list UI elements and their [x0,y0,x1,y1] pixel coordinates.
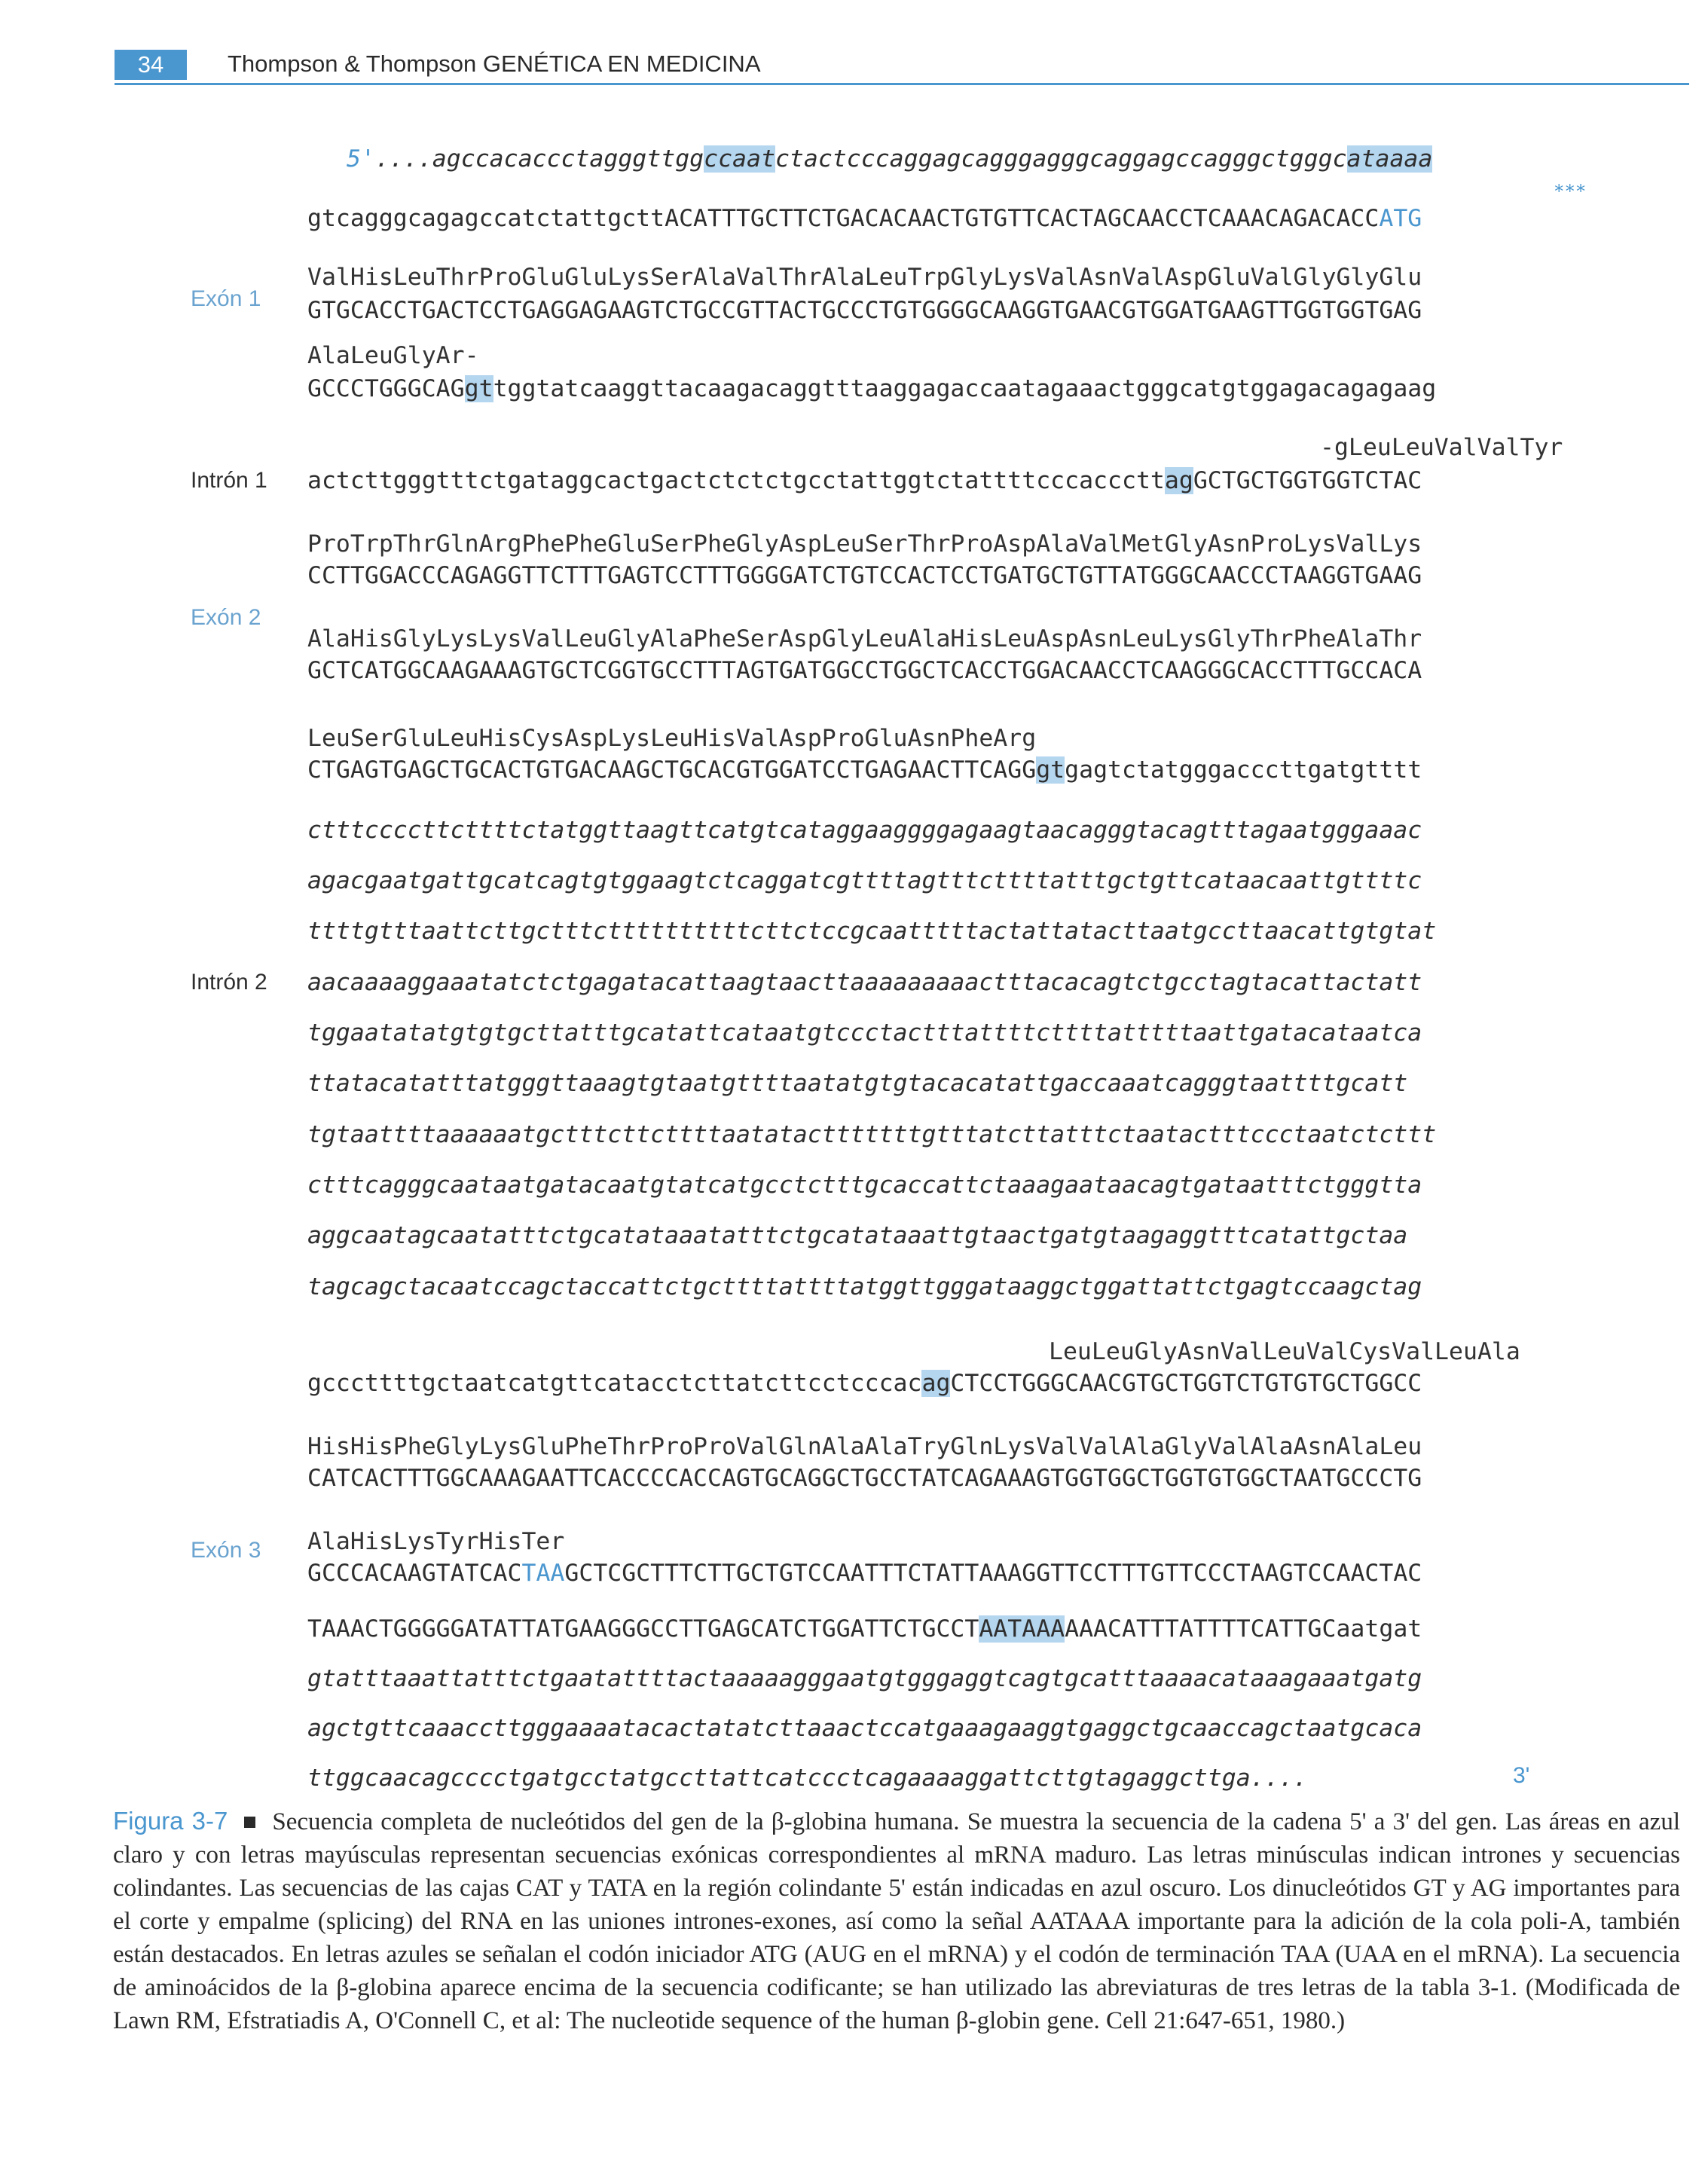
intron-2-line: agacgaatgattgcatcagtgtggaagtctcaggatcgttttagtttcttttatttgctgttcataacaattgttttc [307,867,1422,894]
sequence-line: GTGCACCTGACTCCTGAGGAGAAGTCTGCCGTTACTGCCCTGTGGGGCAAGGTGAACGTGGATGAAGTTGGTGGTGAG [307,297,1422,324]
splice-acceptor-ag: ag [1164,467,1193,494]
sequence-line: agctgttcaaaccttgggaaaatacactatatcttaaactccatgaaagaaggtgaggctgcaaccagctaatgcaca [307,1715,1422,1742]
sequence-line: TAAACTGGGGGATATTATGAAGGGCCTTGAGCATCTGGATTCTGCCTAATAAAAAACATTTATTTTCATTGCaatgat [307,1615,1422,1643]
sequence-line: CCTTGGACCCAGAGGTTCTTTGAGTCCTTTGGGGATCTGTCCACTCCTGATGCTGTTATGGGCAACCCTAAGGTGAAG [307,562,1422,589]
page-number: 34 [115,50,187,80]
exon-3-label: Exón 3 [191,1538,261,1563]
amino-acid-line: -gLeuLeuValValTyr [1320,434,1563,461]
sequence-line: gtatttaaattatttctgaatattttactaaaaagggaatgtgggaggtcagtgcatttaaaacataaagaaatgatg [307,1665,1422,1692]
figure-caption [113,1805,1680,2037]
sequence-line: actcttgggtttctgataggcactgactctctctgcctattggtctattttcccacccttagGCTGCTGGTGGTCTAC [307,467,1422,494]
splice-donor-gt: gt [464,375,493,402]
sequence-line: GCCCACAAGTATCACTAAGCTCGCTTTCTTGCTGTCCAATTTCTATTAAAGGTTCCTTTGTTCCCTAAGTCCAACTAC [307,1560,1422,1587]
start-codon-marks: *** [1554,181,1587,202]
exon-2-label: Exón 2 [191,605,261,630]
running-title: Thompson & Thompson GENÉTICA EN MEDICINA [228,50,761,77]
amino-acid-line: LeuLeuGlyAsnValLeuValCysValLeuAla [1049,1338,1520,1365]
intron-2-label: Intrón 2 [191,970,267,995]
sequence-line: ttggcaacagcccctgatgcctatgccttattcatccctcagaaaaggattcttgtagaggcttga.... [307,1765,1308,1792]
stop-codon: TAA [521,1560,565,1587]
intron-2-line: ttatacatatttatgggttaaagtgtaatgttttaatatgtgtacacatattgaccaaatcagggtaattttgcatt [307,1070,1408,1097]
splice-acceptor-ag: ag [921,1370,951,1397]
amino-acid-line: ProTrpThrGlnArgPhePheGluSerPheGlyAspLeuSerThrProAspAlaValMetGlyAsnProLysValLys [307,530,1422,558]
amino-acid-line: HisHisPheGlyLysGluPheThrProProValGlnAlaAlaTryGlnLysValValAlaGlyValAlaAsnAlaLeu [307,1433,1422,1460]
intron-2-line: aggcaatagcaatatttctgcatataaatatttctgcatataaattgtaactgatgtaagaggtttcatattgctaa [307,1222,1408,1249]
exon-1-label: Exón 1 [191,286,261,311]
intron-2-line: ctttccccttcttttctatggttaagttcatgtcataggaaggggagaagtaacagggtacagtttagaatgggaaac [307,817,1422,844]
cat-box: ccaat [704,145,775,173]
figure-label: Figura 3-7 [113,1807,228,1835]
intron-2-line: ttttgtttaattcttgctttcttttttttttcttctccgcaatttttactattatacttaatgccttaacattgtgtat [307,918,1437,945]
sequence-line: gcccttttgctaatcatgttcatacctcttatcttcctcccacagCTCCTGGGCAACGTGCTGGTCTGTGTGCTGGCC [307,1370,1422,1397]
square-bullet-icon [244,1817,255,1828]
start-codon: ATG [1379,205,1422,232]
intron-1-label: Intrón 1 [191,468,267,493]
intron-2-line: aacaaaaggaaatatctctgagatacattaagtaacttaaaaaaaaactttacacagtctgcctagtacattactatt [307,969,1422,996]
intron-2-line: tagcagctacaatccagctaccattctgcttttattttatggttgggataaggctggattattctgagtccaagctag [307,1273,1422,1300]
intron-2-line: tggaatatatgtgtgcttatttgcatattcataatgtccctactttattttcttttatttttaattgatacataatca [307,1019,1422,1047]
sequence-line: GCCCTGGGCAGgttggtatcaaggttacaagacaggtttaaggagaccaatagaaactgggcatgtggagacagagaag [307,375,1437,402]
five-prime-label: 5' [347,145,375,173]
three-prime-label: 3' [1513,1763,1530,1788]
tata-box: ataaaa [1346,145,1433,173]
amino-acid-line: AlaHisLysTyrHisTer [307,1528,565,1555]
sequence-line: GCTCATGGCAAGAAAGTGCTCGGTGCCTTTAGTGATGGCCTGGCTCACCTGGACAACCTCAAGGGCACCTTTGCCACA [307,657,1422,684]
sequence-line: CATCACTTTGGCAAAGAATTCACCCCACCAGTGCAGGCTGCCTATCAGAAAGTGGTGGCTGGTGTGGCTAATGCCCTG [307,1465,1422,1492]
intron-2-line: tgtaattttaaaaaatgctttcttcttttaatatactttttttgtttatcttatttctaatactttccctaatctcttt [307,1121,1437,1148]
amino-acid-line: AlaLeuGlyAr- [307,342,479,369]
amino-acid-line: AlaHisGlyLysLysValLeuGlyAlaPheSerAspGlyLeuAlaHisLeuAspAsnLeuLysGlyThrPheAlaThr [307,625,1422,652]
intron-2-line: ctttcagggcaataatgatacaatgtatcatgcctctttgcaccattctaaagaataacagtgataatttctgggtta [307,1172,1422,1199]
amino-acid-line: LeuSerGluLeuHisCysAspLysLeuHisValAspProGluAsnPheArg [307,725,1037,752]
splice-donor-gt: gt [1036,756,1065,784]
sequence-line: gtcagggcagagccatctattgcttACATTTGCTTCTGACACAACTGTGTTCACTAGCAACCTCAAACAGACACCATG [307,205,1422,232]
polya-signal: AATAAA [979,1615,1065,1643]
caption-text: Secuencia completa de nucleótidos del gen de la β-globina humana. Se muestra la secuencia de la cadena 5' a 3' del gen. Las áreas en azul claro y con letras mayúsculas representan secuencias exónicas correspondientes al mRNA maduro. Las letras minúsculas indican intrones y secuencias colindantes. Las secuencias de las cajas CAT y TATA en la región colindante 5' están indicadas en azul oscuro. Los dinucleótidos GT y AG importantes para el corte y empalme (splicing) del RNA en las uniones intrones-exones, así como la señal AATAAA importante para la adición de la cola poli-A, también están destacados. En letras azules se señalan el codón iniciador ATG (AUG en el mRNA) y el codón de terminación TAA (UAA en el mRNA). La secuencia de aminoácidos de la β-globina aparece encima de la secuencia codificante; se han utilizado las abreviaturas de tres letras de la tabla 3-1. (Modificada de Lawn RM, Efstratiadis A, O'Connell C, et al: The nucleotide sequence of the human β-globin gene. Cell 21:647-651, 1980.) [113,1808,1681,2034]
amino-acid-line: ValHisLeuThrProGluGluLysSerAlaValThrAlaLeuTrpGlyLysValAsnValAspGluValGlyGlyGlu [307,264,1422,291]
sequence-line: CTGAGTGAGCTGCACTGTGACAAGCTGCACGTGGATCCTGAGAACTTCAGGgtgagtctatgggacccttgatgtttt [307,756,1422,784]
sequence-line-5prime: 5'....agccacaccctagggttggccaatctactcccaggagcagggagggcaggagccagggctgggcataaaa [347,145,1433,173]
